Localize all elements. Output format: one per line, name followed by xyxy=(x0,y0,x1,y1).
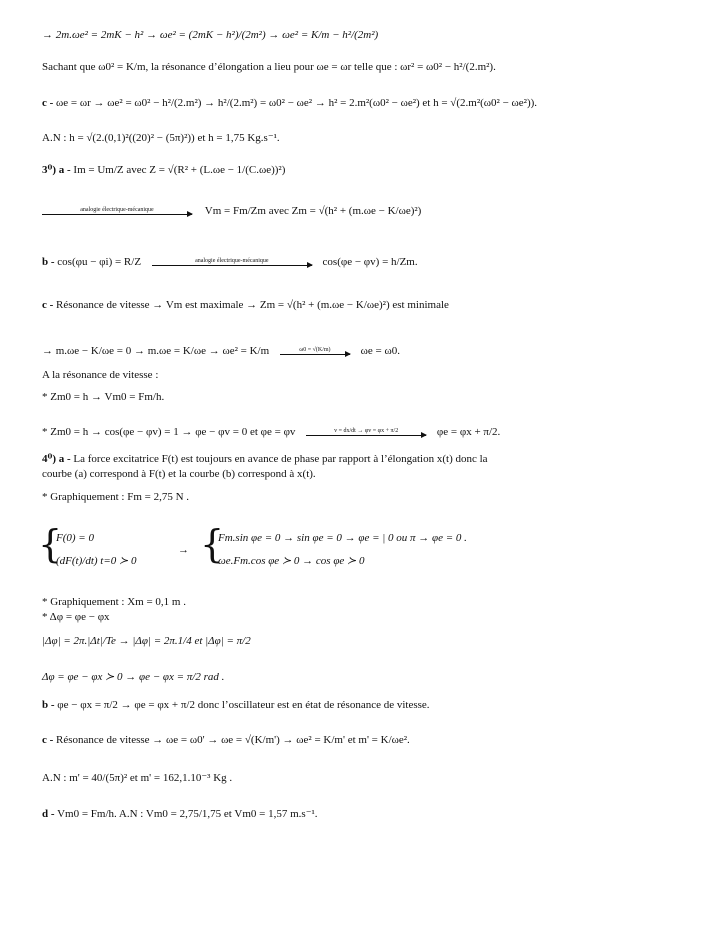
line-part-b-velocity-resonance xyxy=(42,698,430,712)
line-question-4a xyxy=(42,452,488,466)
numerical-application-h: A.N : h = √(2.(0,1)²((20)² − (5π)²)) et h = 1,75 Kg.s⁻¹. xyxy=(42,132,280,144)
equation-text: ωe = ω0. xyxy=(360,345,400,357)
part-label: b - xyxy=(42,699,55,711)
right-brace: { xyxy=(200,522,225,566)
equation-text: cos(φe − φv) = h/Zm. xyxy=(322,256,418,268)
analogy-arrow: analogie électrique-mécanique xyxy=(152,258,312,266)
line-part-c-velocity-resonance xyxy=(42,298,449,312)
substitution-arrow: ω0 = √(K/m) xyxy=(280,347,350,355)
substitution-arrow: v = dx/dt → φv = φx + π/2 xyxy=(306,428,426,436)
part-label: 3⁰) a - xyxy=(42,164,71,176)
line-omega-equals-omega0 xyxy=(42,344,400,358)
equation-text: Résonance de vitesse → ωe = ω0' → ωe = √(K/m') → ωe² = K/m' et m' = K/ωe². xyxy=(56,734,410,746)
bullet-zm0-vm0: * Zm0 = h → Vm0 = Fm/h. xyxy=(42,391,165,403)
equation-text: ωe = ωr → ωe² = ω0² − h²/(2.m²) → h²/(2.m²) = ω0² − ωe² → h² = 2.m²(ω0² − ωe²) et h = √(2.m²(ω0² − ωe²)). xyxy=(56,97,538,109)
text-curve-correspondence: courbe (a) correspond à F(t) et la courbe (b) correspond à x(t). xyxy=(42,468,316,480)
equation-text: φe = φx + π/2. xyxy=(436,426,501,438)
line-part-d-vm0 xyxy=(42,807,318,821)
equation-text: → m.ωe − K/ωe = 0 → m.ωe = K/ωe → ωe² = K/m xyxy=(42,345,270,357)
text: La force excitatrice F(t) est toujours en avance de phase par rapport à l’élongation x(t) donc la xyxy=(73,453,488,465)
part-label: d - xyxy=(42,808,55,820)
bullet-zm0-phase xyxy=(42,425,500,439)
text: φe − φx = π/2 → φe = φx + π/2 donc l’oscillateur est en état de résonance de vitesse. xyxy=(57,699,430,711)
part-label: 4⁰) a - xyxy=(42,453,71,465)
numerical-application-mass: A.N : m' = 40/(5π)² et m' = 162,1.10⁻³ Kg . xyxy=(42,772,233,784)
part-label: c - xyxy=(42,299,54,311)
equation-text: * Zm0 = h → cos(φe − φv) = 1 → φe − φv = 0 et φe = φv xyxy=(42,426,296,438)
bullet-graph-xm: * Graphiquement : Xm = 0,1 m . xyxy=(42,596,186,608)
line-question-3a xyxy=(42,163,285,177)
line-part-c-elongation xyxy=(42,96,537,110)
system-line-derivative: (dF(t)/dt) t=0 ≻ 0 xyxy=(56,555,137,567)
analogy-arrow: analogie électrique-mécanique xyxy=(42,207,192,215)
part-label: c - xyxy=(42,734,54,746)
text-velocity-resonance-heading: A la résonance de vitesse : xyxy=(42,369,159,381)
system-line-cos: ωe.Fm.cos φe ≻ 0 → cos φe ≻ 0 xyxy=(218,555,365,567)
system-arrow: → xyxy=(178,544,189,556)
line-part-b-phase xyxy=(42,255,418,269)
equation-line-omega-derivation: → 2m.ωe² = 2mK − h² → ωe² = (2mK − h²)/(2m²) → ωe² = K/m − h²/(2m²) xyxy=(42,29,379,41)
left-brace: { xyxy=(38,522,63,566)
line-mechanical-analogy xyxy=(42,204,421,218)
equation-text: Im = Um/Z avec Z = √(R² + (L.ωe − 1/(C.ωe))²) xyxy=(73,164,286,176)
equation-text: Résonance de vitesse → Vm est maximale → Zm = √(h² + (m.ωe − K/ωe)²) est minimale xyxy=(56,299,449,311)
part-label: b - xyxy=(42,256,55,268)
equation-text: Vm = Fm/Zm avec Zm = √(h² + (m.ωe − K/ωe)²) xyxy=(204,205,422,217)
equation-delta-phi-sign: Δφ = φe − φx ≻ 0 → φe − φx = π/2 rad . xyxy=(42,671,225,683)
bullet-delta-phi: * Δφ = φe − φx xyxy=(42,611,110,623)
equation-text: cos(φu − φi) = R/Z xyxy=(57,256,142,268)
system-line-f0: F(0) = 0 xyxy=(56,532,94,544)
equation-text: Vm0 = Fm/h. A.N : Vm0 = 2,75/1,75 et Vm0 = 1,57 m.s⁻¹. xyxy=(57,808,318,820)
text-line-resonance-elongation: Sachant que ω0² = K/m, la résonance d’élongation a lieu pour ωe = ωr telle que : ωr² = ω0² − h²/(2.m²). xyxy=(42,61,496,73)
equation-delta-phi-abs: |Δφ| = 2π.|Δt|/Te → |Δφ| = 2π.1/4 et |Δφ| = π/2 xyxy=(42,635,251,647)
line-part-c-mass xyxy=(42,733,410,747)
system-line-sin: Fm.sin φe = 0 → sin φe = 0 → φe = | 0 ou π → φe = 0 . xyxy=(218,532,467,544)
part-label: c - xyxy=(42,97,54,109)
bullet-graph-fm: * Graphiquement : Fm = 2,75 N . xyxy=(42,491,190,503)
